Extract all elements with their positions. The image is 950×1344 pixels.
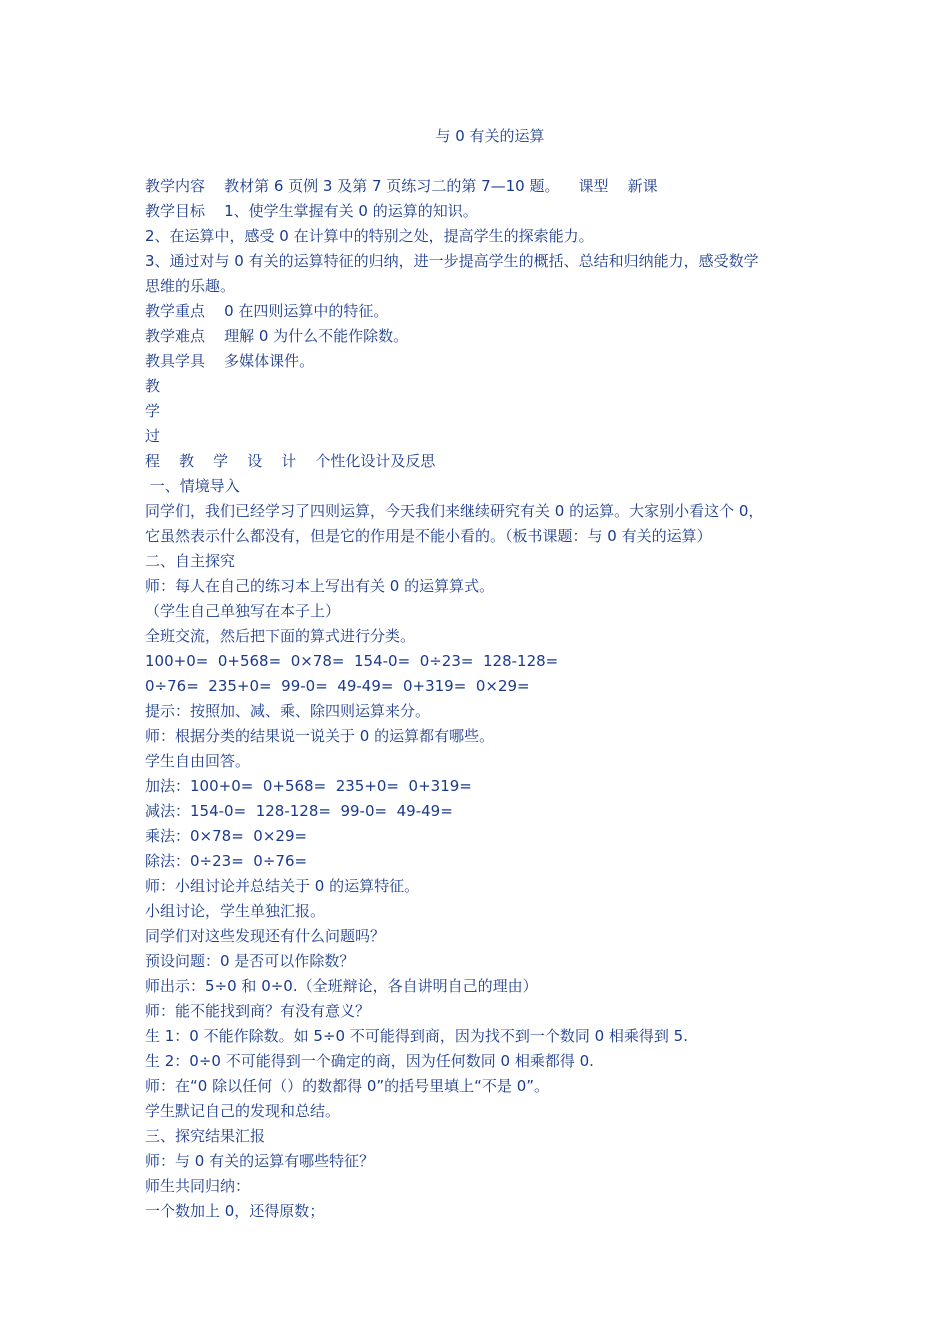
section-heading-1: 一、情境导入 [145, 477, 240, 495]
line-process-2: 学 [145, 402, 161, 420]
line-process-1: 教 [145, 377, 161, 395]
equation-line-division: 除法：0÷23= 0÷76= [145, 852, 308, 870]
line-key-point: 教学重点 0 在四则运算中的特征。 [145, 302, 389, 320]
equation-line-addition: 加法：100+0= 0+568= 235+0= 0+319= [145, 777, 472, 795]
paragraph-line: 它虽然表示什么都没有，但是它的作用是不能小看的。（板书课题：与 0 有关的运算） [145, 527, 712, 545]
paragraph-line: 师生共同归纳： [145, 1177, 251, 1195]
document-title: 与 0 有关的运算 [435, 127, 545, 145]
paragraph-line: 师：与 0 有关的运算有哪些特征？ [145, 1152, 375, 1170]
paragraph-line: 师：在“0 除以任何（）的数都得 0”的括号里填上“不是 0”。 [145, 1077, 550, 1095]
document-body [145, 174, 815, 1224]
line-goal-3: 3、通过对与 0 有关的运算特征的归纳，进一步提高学生的概括、总结和归纳能力，感受数学 [145, 252, 759, 270]
equation-line: 0÷76= 235+0= 99-0= 49-49= 0+319= 0×29= [145, 677, 530, 695]
paragraph-line: 预设问题：0 是否可以作除数？ [145, 952, 355, 970]
equation-line: 100+0= 0+568= 0×78= 154-0= 0÷23= 128-128= [145, 652, 559, 670]
paragraph-line: 提示：按照加、减、乘、除四则运算来分。 [145, 702, 431, 720]
paragraph-line: 同学们对这些发现还有什么问题吗？ [145, 927, 386, 945]
line-goal-2: 2、在运算中，感受 0 在计算中的特别之处，提高学生的探索能力。 [145, 227, 594, 245]
equation-line-subtraction: 减法：154-0= 128-128= 99-0= 49-49= [145, 802, 453, 820]
paragraph-line: 生 2：0÷0 不可能得到一个确定的商，因为任何数同 0 相乘都得 0. [145, 1052, 594, 1070]
paragraph-line: 生 1：0 不能作除数。如 5÷0 不可能得到商，因为找不到一个数同 0 相乘得到 5. [145, 1027, 688, 1045]
section-heading-3: 三、探究结果汇报 [145, 1127, 266, 1145]
equation-line-multiplication: 乘法：0×78= 0×29= [145, 827, 308, 845]
paragraph-line: 师：每人在自己的练习本上写出有关 0 的运算算式。 [145, 577, 495, 595]
paragraph-line: 学生默记自己的发现和总结。 [145, 1102, 341, 1120]
paragraph-line: 师：根据分类的结果说一说关于 0 的运算都有哪些。 [145, 727, 495, 745]
line-teaching-content: 教学内容 教材第 6 页例 3 及第 7 页练习二的第 7—10 题。 课型 新课 [145, 177, 658, 195]
section-heading-2: 二、自主探究 [145, 552, 236, 570]
paragraph-line: 一个数加上 0，还得原数； [145, 1202, 325, 1220]
line-teaching-goal: 教学目标 1、使学生掌握有关 0 的运算的知识。 [145, 202, 478, 220]
line-difficulty: 教学难点 理解 0 为什么不能作除数。 [145, 327, 409, 345]
paragraph-line: 同学们，我们已经学习了四则运算，今天我们来继续研究有关 0 的运算。大家别小看这个 0， [145, 502, 764, 520]
line-tools: 教具学具 多媒体课件。 [145, 352, 315, 370]
line-process-header: 程 教 学 设 计 个性化设计及反思 [145, 452, 436, 470]
line-goal-3-cont: 思维的乐趣。 [145, 277, 236, 295]
paragraph-line: 师：能不能找到商？有没有意义？ [145, 1002, 371, 1020]
line-process-3: 过 [145, 427, 161, 445]
paragraph-line: 学生自由回答。 [145, 752, 251, 770]
paragraph-line: 小组讨论，学生单独汇报。 [145, 902, 326, 920]
paragraph-line: 全班交流，然后把下面的算式进行分类。 [145, 627, 416, 645]
paragraph-line: 师出示：5÷0 和 0÷0.（全班辩论，各自讲明自己的理由） [145, 977, 538, 995]
paragraph-line: 师：小组讨论并总结关于 0 的运算特征。 [145, 877, 420, 895]
paragraph-line: （学生自己单独写在本子上） [145, 602, 341, 620]
